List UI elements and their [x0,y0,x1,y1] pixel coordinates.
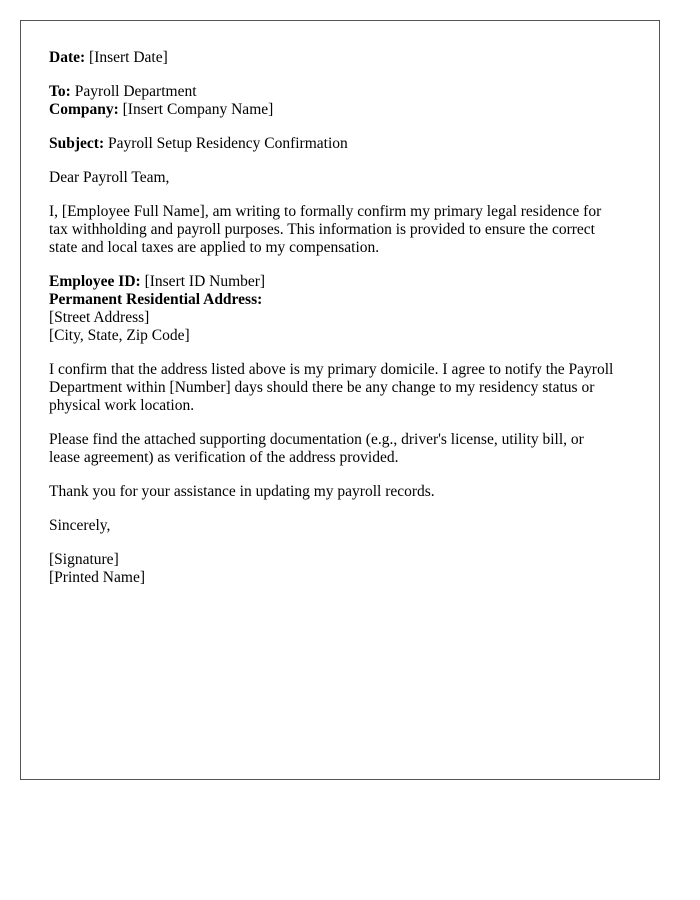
recipient-block [49,83,631,119]
confirm-line: physical work location. [49,397,195,414]
city-state-zip: [City, State, Zip Code] [49,327,190,344]
to-line [49,83,631,101]
date-value: [Insert Date] [89,49,168,66]
thanks-paragraph: Thank you for your assistance in updating my payroll records. [49,483,435,500]
date-line [49,49,631,67]
company-label: Company: [49,101,119,118]
address-label: Permanent Residential Address: [49,291,263,308]
confirmation-paragraph [49,361,631,415]
intro-line: state and local taxes are applied to my compensation. [49,239,380,256]
employee-id-value: [Insert ID Number] [144,273,266,290]
subject-line [49,135,631,153]
documentation-paragraph [49,431,631,467]
to-label: To: [49,83,71,100]
intro-line: I, [Employee Full Name], am writing to formally confirm my primary legal residence for [49,203,602,220]
date-label: Date: [49,49,86,66]
employee-details [49,273,631,345]
employee-id-line [49,273,631,291]
sign-off: Sincerely, [49,517,111,534]
address-label-line [49,291,631,309]
docs-line: lease agreement) as verification of the address provided. [49,449,399,466]
signature-placeholder: [Signature] [49,551,119,568]
company-value: [Insert Company Name] [122,101,274,118]
to-value: Payroll Department [74,83,197,100]
subject-value: Payroll Setup Residency Confirmation [107,135,348,152]
confirm-line: Department within [Number] days should there be any change to my residency status or [49,379,595,396]
letter-page [20,20,660,780]
printed-name: [Printed Name] [49,569,145,586]
docs-line: Please find the attached supporting documentation (e.g., driver's license, utility bill, or [49,431,584,448]
subject-label: Subject: [49,135,105,152]
confirm-line: I confirm that the address listed above is my primary domicile. I agree to notify the Payroll [49,361,614,378]
salutation: Dear Payroll Team, [49,169,170,186]
street-address: [Street Address] [49,309,150,326]
signature-block [49,551,631,587]
intro-line: tax withholding and payroll purposes. This information is provided to ensure the correct [49,221,595,238]
intro-paragraph [49,203,631,257]
company-line [49,101,631,119]
employee-id-label: Employee ID: [49,273,141,290]
